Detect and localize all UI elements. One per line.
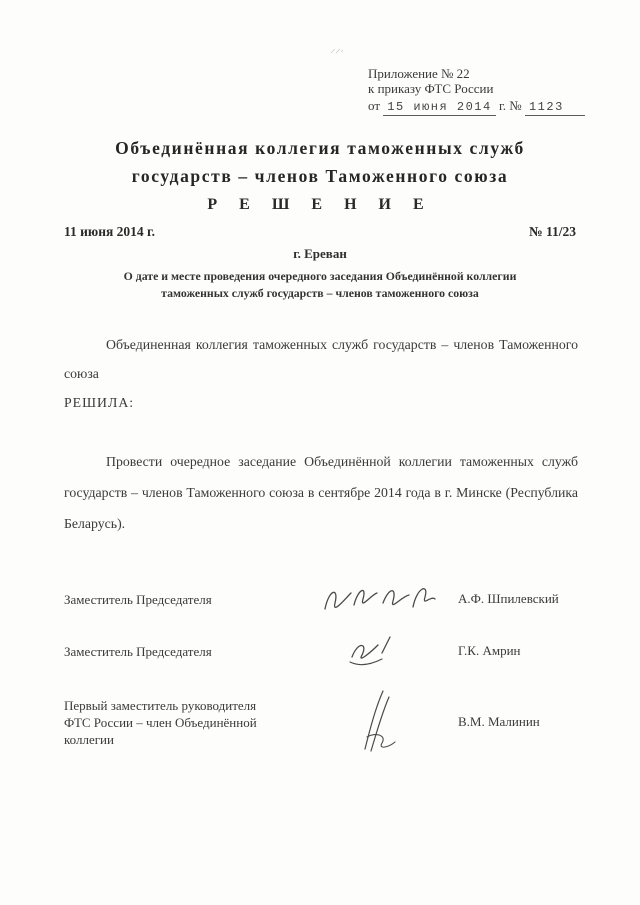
organization-title-line-1: Объединённая коллегия таможенных служб xyxy=(115,138,525,158)
annex-date-suffix: г. № xyxy=(498,98,522,113)
signatory-title xyxy=(64,697,296,748)
annex-order-number: 1123 xyxy=(525,100,585,116)
meta-row xyxy=(64,224,576,240)
resolved-keyword: РЕШИЛА: xyxy=(64,395,135,410)
annex-order-date: 15 июня 2014 xyxy=(383,100,495,116)
signatory-title-line: Заместитель Председателя xyxy=(64,591,212,607)
signature-row-1 xyxy=(64,574,578,624)
annex-line-3 xyxy=(368,98,608,116)
organization-title-line-2: государств – членов Таможенного союза xyxy=(131,166,509,186)
signatory-title-line: Первый заместитель руководителя xyxy=(64,697,257,713)
organization-title xyxy=(0,134,640,190)
signature-row-2 xyxy=(64,626,578,676)
handwritten-signature-2 xyxy=(296,631,458,671)
document-subject xyxy=(70,268,570,302)
signature-row-3 xyxy=(64,686,578,758)
annex-line-1: Приложение № 22 xyxy=(368,66,470,81)
subject-line-1: О дате и месте проведения очередного заседания Объединённой коллегии xyxy=(123,269,517,283)
signatory-name: В.М. Малинин xyxy=(458,714,540,729)
document-number: № 11/23 xyxy=(529,224,576,239)
annex-date-prefix: от xyxy=(368,98,381,113)
document-date: 11 июня 2014 г. xyxy=(64,224,156,239)
handwritten-signature-3 xyxy=(296,687,458,757)
signature-block xyxy=(64,566,578,758)
signatory-name: Г.К. Амрин xyxy=(458,643,521,658)
signatory-title-line: ФТС России – член Объединённой коллегии xyxy=(64,714,257,747)
handwritten-signature-1 xyxy=(296,577,458,621)
signatory-title-line: Заместитель Председателя xyxy=(64,643,212,659)
signatory-title xyxy=(64,643,296,660)
annex-reference-block xyxy=(368,66,608,116)
document-type-heading: Р Е Ш Е Н И Е xyxy=(207,196,433,213)
body-paragraph-1: Объединенная коллегия таможенных служб государств – членов Таможенного союза xyxy=(64,337,578,381)
document-city: г. Ереван xyxy=(293,246,347,261)
body-paragraph-2: Провести очередное заседание Объединённой коллегии таможенных служб государств – членов Таможенного союза в сентябре 2014 года в г. Минске (Республика Беларусь). xyxy=(64,454,578,531)
annex-line-2: к приказу ФТС России xyxy=(368,81,494,96)
signatory-name: А.Ф. Шпилевский xyxy=(458,591,559,606)
scan-artifact-mark xyxy=(330,42,344,60)
signatory-title xyxy=(64,591,296,608)
subject-line-2: таможенных служб государств – членов таможенного союза xyxy=(161,286,479,300)
document-body xyxy=(64,330,578,539)
